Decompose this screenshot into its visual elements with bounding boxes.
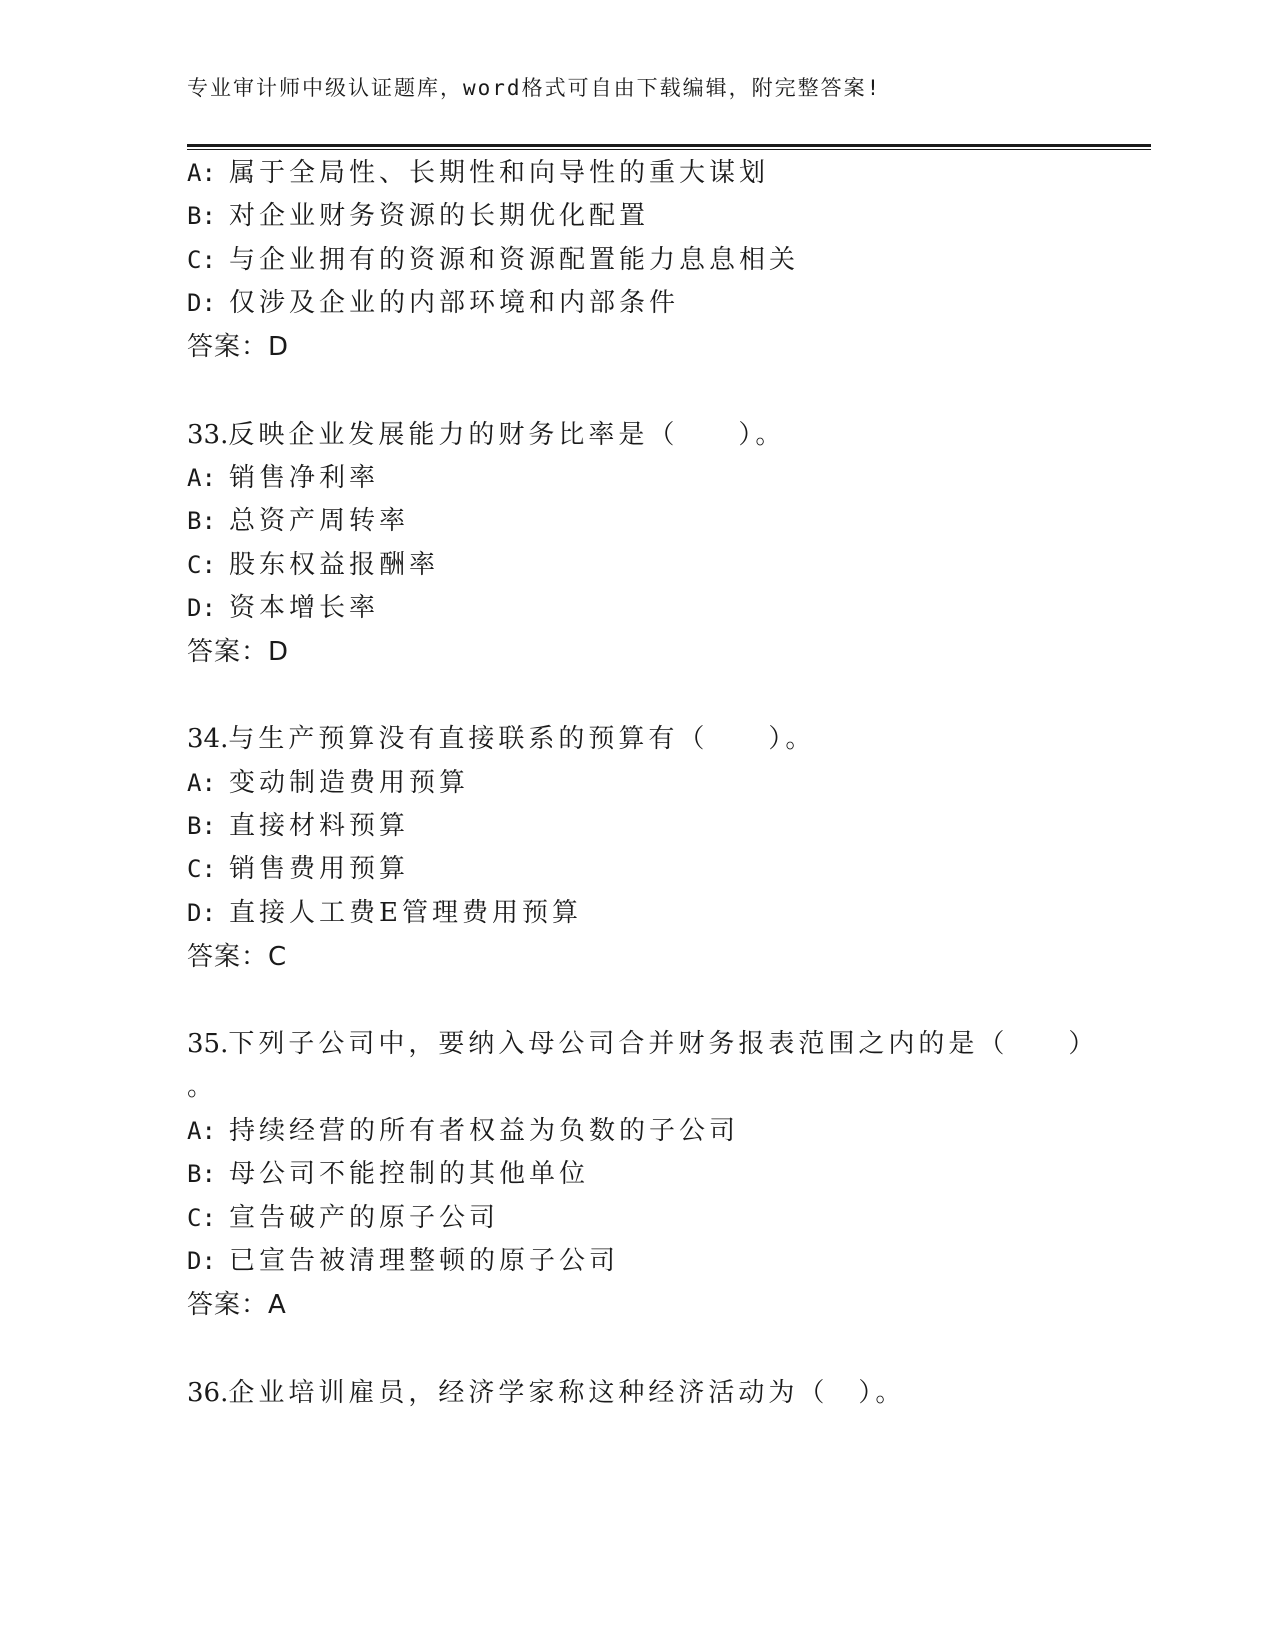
prev-option-a (187, 158, 769, 188)
q34-option-a (187, 768, 469, 798)
q35-option-c (187, 1203, 499, 1233)
option-text: 变动制造费用预算 (229, 768, 470, 798)
answer-label: 答案： (187, 942, 269, 972)
option-key: B: (187, 1160, 216, 1188)
option-key: D: (187, 594, 216, 622)
question-34-stem (187, 724, 815, 754)
option-text: 销售净利率 (229, 463, 380, 493)
question-text: 企业培训雇员，经济学家称这种经济活动为（ ）。 (228, 1378, 906, 1408)
header-rule-thick (187, 144, 1151, 147)
q33-option-a (187, 463, 379, 493)
option-text: 销售费用预算 (229, 854, 410, 884)
option-text: 持续经营的所有者权益为负数的子公司 (229, 1116, 740, 1146)
answer-value: A (268, 1290, 286, 1320)
question-33-stem (187, 420, 785, 450)
option-key: A: (187, 1117, 216, 1145)
option-text: 母公司不能控制的其他单位 (229, 1159, 590, 1189)
q34-option-d (187, 898, 582, 928)
option-key: A: (187, 769, 216, 797)
option-key: B: (187, 202, 216, 230)
option-text: 已宣告被清理整顿的原子公司 (229, 1246, 620, 1276)
option-text: 直接材料预算 (229, 811, 410, 841)
answer-label: 答案： (187, 332, 269, 362)
q35-option-b (187, 1159, 589, 1189)
option-text: 对企业财务资源的长期优化配置 (229, 201, 650, 231)
option-text: 与企业拥有的资源和资源配置能力息息相关 (229, 245, 800, 275)
option-text: 股东权益报酬率 (229, 550, 440, 580)
question-number: 36. (187, 1378, 229, 1408)
option-key: A: (187, 464, 216, 492)
question-35-stem-cont: 。 (187, 1072, 218, 1102)
prev-option-b (187, 201, 649, 231)
option-key: C: (187, 1204, 216, 1232)
answer-value: C (268, 942, 287, 972)
question-text: 反映企业发展能力的财务比率是（ ）。 (228, 420, 786, 450)
q34-option-b (187, 811, 409, 841)
option-text: 宣告破产的原子公司 (229, 1203, 500, 1233)
question-35-stem (187, 1029, 1098, 1059)
prev-answer (187, 332, 288, 362)
option-text: 直接人工费E管理费用预算 (229, 898, 582, 928)
option-key: B: (187, 507, 216, 535)
question-number: 33. (187, 420, 229, 450)
q33-option-d (187, 593, 379, 623)
page-header: 专业审计师中级认证题库，word格式可自由下载编辑，附完整答案! (187, 76, 882, 100)
question-36-stem (187, 1378, 905, 1408)
prev-option-c (187, 245, 799, 275)
option-key: D: (187, 289, 216, 317)
q34-option-c (187, 854, 409, 884)
option-text: 总资产周转率 (229, 506, 410, 536)
option-key: D: (187, 899, 216, 927)
question-text: 下列子公司中，要纳入母公司合并财务报表范围之内的是（ ） (228, 1029, 1099, 1059)
answer-label: 答案： (187, 1290, 269, 1320)
q35-answer (187, 1290, 286, 1320)
q34-answer (187, 942, 286, 972)
option-key: C: (187, 855, 216, 883)
option-text: 属于全局性、长期性和向导性的重大谋划 (229, 158, 770, 188)
header-rule-thin (187, 149, 1151, 150)
q35-option-a (187, 1116, 739, 1146)
prev-option-d (187, 288, 679, 318)
option-key: C: (187, 246, 216, 274)
option-key: C: (187, 551, 216, 579)
question-text: 与生产预算没有直接联系的预算有（ ）。 (228, 724, 816, 754)
q35-option-d (187, 1246, 619, 1276)
answer-value: D (268, 637, 289, 667)
question-number: 35. (187, 1029, 229, 1059)
option-key: B: (187, 812, 216, 840)
q33-answer (187, 637, 288, 667)
option-text: 仅涉及企业的内部环境和内部条件 (229, 288, 680, 318)
q33-option-b (187, 506, 409, 536)
option-key: D: (187, 1247, 216, 1275)
question-number: 34. (187, 724, 229, 754)
option-text: 资本增长率 (229, 593, 380, 623)
answer-label: 答案： (187, 637, 269, 667)
answer-value: D (268, 332, 289, 362)
option-key: A: (187, 159, 216, 187)
q33-option-c (187, 550, 439, 580)
